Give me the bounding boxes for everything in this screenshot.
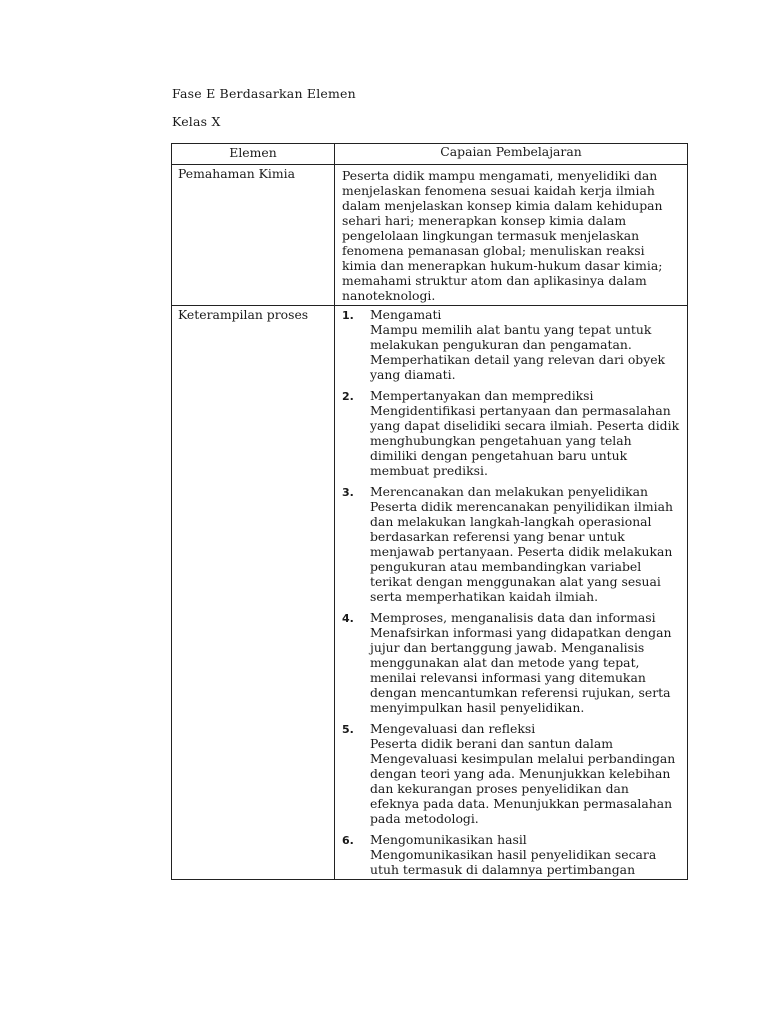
table-header-row: [172, 144, 688, 165]
item-description: Mengidentifikasi pertanyaan dan permasalahan yang dapat diselidiki secara ilmiah. Peserta didik menghubungkan pengetahuan yang telah dimiliki dengan pengetahuan baru untuk membuat prediksi.: [370, 403, 680, 478]
header-element: Elemen: [172, 144, 335, 165]
item-title: Mengamati: [370, 307, 442, 322]
learning-outcomes-table: [171, 143, 688, 880]
item-description: Menafsirkan informasi yang didapatkan dengan jujur dan bertanggung jawab. Menganalisis menggunakan alat dan metode yang tepat, menilai relevansi informasi yang ditemukan dengan mencantumkan referensi rujukan, serta menyimpulkan hasil penyelidikan.: [370, 625, 672, 715]
row-element-name: Pemahaman Kimia: [172, 165, 335, 306]
process-skills-cell: [335, 306, 688, 880]
header-learning-outcome: Capaian Pembelajaran: [335, 144, 688, 165]
item-title: Mengomunikasikan hasil: [370, 832, 527, 847]
row-description: Peserta didik mampu mengamati, menyelidiki dan menjelaskan fenomena sesuai kaidah kerja ilmiah dalam menjelaskan konsep kimia dalam kehidupan sehari hari; menerapkan konsep kimia dalam pengelolaan lingkungan termasuk menjelaskan fenomena pemanasan global; menuliskan reaksi kimia dan menerapkan hukum-hukum dasar kimia; memahami struktur atom dan aplikasinya dalam nanoteknologi.: [335, 165, 688, 306]
table-row: [172, 306, 688, 880]
list-item: [342, 388, 681, 478]
item-title: Merencanakan dan melakukan penyelidikan: [370, 484, 649, 499]
item-description: Peserta didik berani dan santun dalam Mengevaluasi kesimpulan melalui perbandingan dengan teori yang ada. Menunjukkan kelebihan dan kekurangan proses penyelidikan dan efeknya pada data. Menunjukkan permasalahan pada metodologi.: [370, 736, 676, 826]
class-label: Kelas X: [172, 114, 221, 129]
item-number: 5.: [342, 723, 354, 736]
document-heading: Fase E Berdasarkan Elemen: [172, 86, 356, 101]
list-item: [342, 610, 681, 715]
process-skills-list: [342, 307, 681, 877]
item-title: Memproses, menganalisis data dan informasi: [370, 610, 656, 625]
row-element-name: Keterampilan proses: [172, 306, 335, 880]
item-title: Mempertanyakan dan memprediksi: [370, 388, 594, 403]
item-description: Mampu memilih alat bantu yang tepat untuk melakukan pengukuran dan pengamatan. Memperhatikan detail yang relevan dari obyek yang diamati.: [370, 322, 666, 382]
item-description: Mengomunikasikan hasil penyelidikan secara utuh termasuk di dalamnya pertimbangan: [370, 847, 657, 877]
list-item: [342, 307, 681, 382]
item-title: Mengevaluasi dan refleksi: [370, 721, 536, 736]
table-row: [172, 165, 688, 306]
list-item: [342, 832, 681, 877]
item-description: Peserta didik merencanakan penyilidikan ilmiah dan melakukan langkah-langkah operasional berdasarkan referensi yang benar untuk menjawab pertanyaan. Peserta didik melakukan pengukuran atau membandingkan variabel terikat dengan menggunakan alat yang sesuai serta memperhatikan kaidah ilmiah.: [370, 499, 673, 604]
item-number: 1.: [342, 309, 354, 322]
list-item: [342, 484, 681, 604]
item-number: 4.: [342, 612, 354, 625]
list-item: [342, 721, 681, 826]
item-number: 2.: [342, 390, 354, 403]
item-number: 6.: [342, 834, 354, 847]
item-number: 3.: [342, 486, 354, 499]
